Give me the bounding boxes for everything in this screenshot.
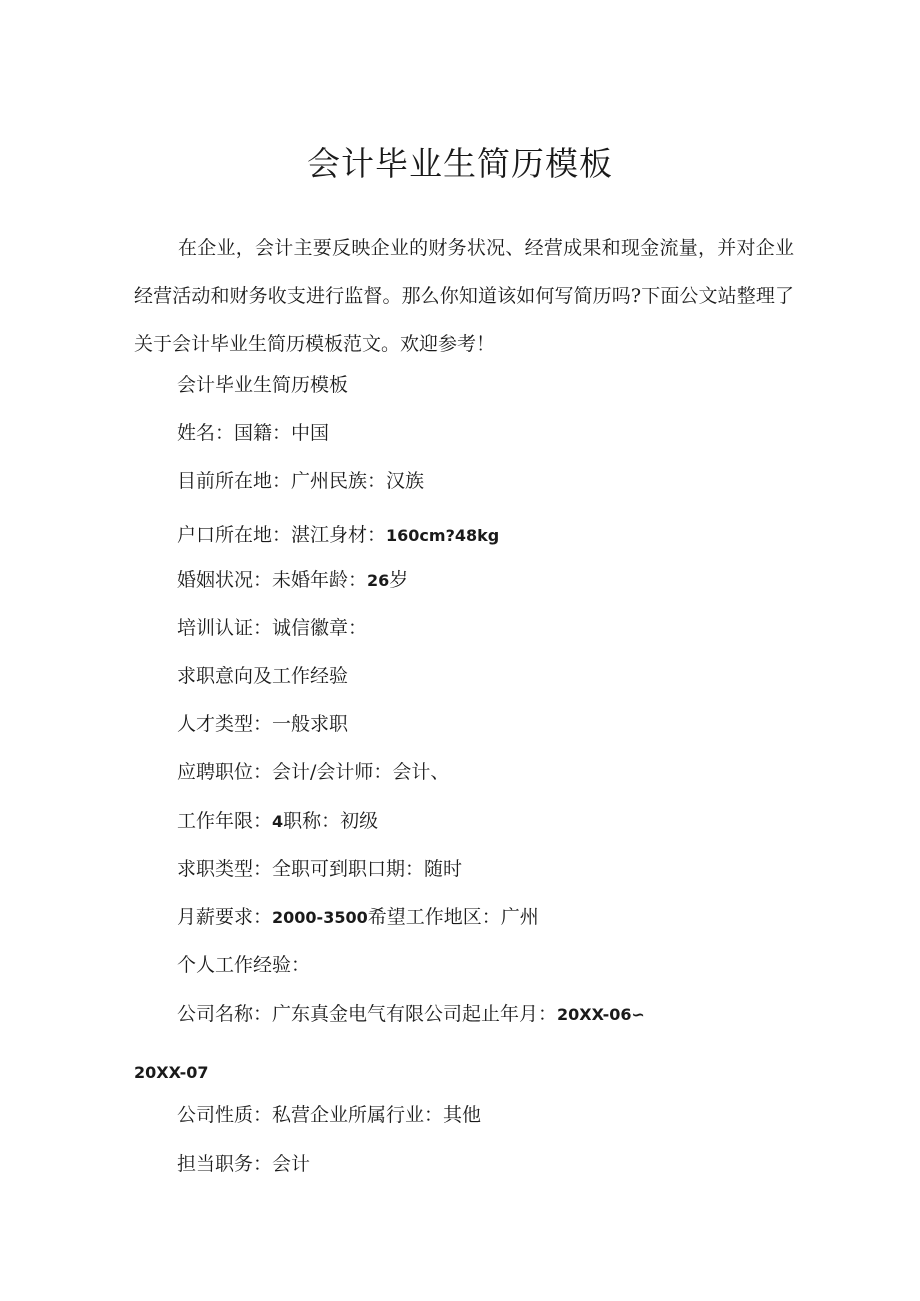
years-value: 4 — [272, 812, 284, 831]
document-title: 会计毕业生简历模板 — [307, 144, 613, 183]
period-end-value: 20XX-07 — [134, 1063, 209, 1082]
location-ethnicity-line: 目前所在地：广州民族：汉族 — [177, 470, 425, 492]
job-intent-heading: 求职意向及工作经验 — [177, 665, 349, 687]
marital-age-line — [177, 566, 408, 595]
company-label: 公司名称：广东真金电气有限公司起止年月： — [177, 1003, 558, 1025]
company-line — [177, 1000, 645, 1029]
hukou-label: 户口所在地：湛江身材： — [177, 524, 387, 546]
marital-label: 婚姻状况：未婚年龄： — [177, 569, 368, 591]
title-label: 职称：初级 — [283, 810, 379, 832]
name-nationality-line: 姓名：国籍：中国 — [177, 422, 330, 444]
duty-line: 担当职务：会计 — [177, 1153, 311, 1175]
job-type-line: 求职类型：全职可到职口期：随时 — [177, 858, 463, 880]
experience-heading: 个人工作经验： — [177, 954, 311, 976]
salary-line — [177, 903, 539, 932]
age-value: 26 — [367, 571, 390, 590]
training-line: 培训认证：诚信徽章： — [177, 617, 368, 639]
company-nature-line: 公司性质：私营企业所属行业：其他 — [177, 1104, 482, 1126]
years-title-line — [177, 807, 378, 836]
salary-label: 月薪要求： — [177, 906, 273, 928]
resume-subtitle: 会计毕业生简历模板 — [177, 374, 349, 396]
position-line: 应聘职位：会计/会计师：会计、 — [177, 761, 450, 783]
height-weight-value: 160cm?48kg — [386, 526, 500, 545]
hukou-height-line — [177, 521, 499, 550]
period-start-value: 20XX-06∽ — [557, 1005, 645, 1024]
period-end-line — [134, 1058, 209, 1087]
work-area-label: 希望工作地区：广州 — [367, 906, 539, 928]
years-label: 工作年限： — [177, 810, 273, 832]
age-unit: 岁 — [389, 569, 409, 591]
salary-value: 2000-3500 — [272, 908, 368, 927]
talent-type-line: 人才类型：一般求职 — [177, 713, 349, 735]
intro-paragraph: 在企业，会计主要反映企业的财务状况、经营成果和现金流量，并对企业经营活动和财务收支进行监督。那么你知道该如何写简历吗?下面公文站整理了关于会计毕业生简历模板范文。欢迎参考！ — [134, 237, 794, 355]
